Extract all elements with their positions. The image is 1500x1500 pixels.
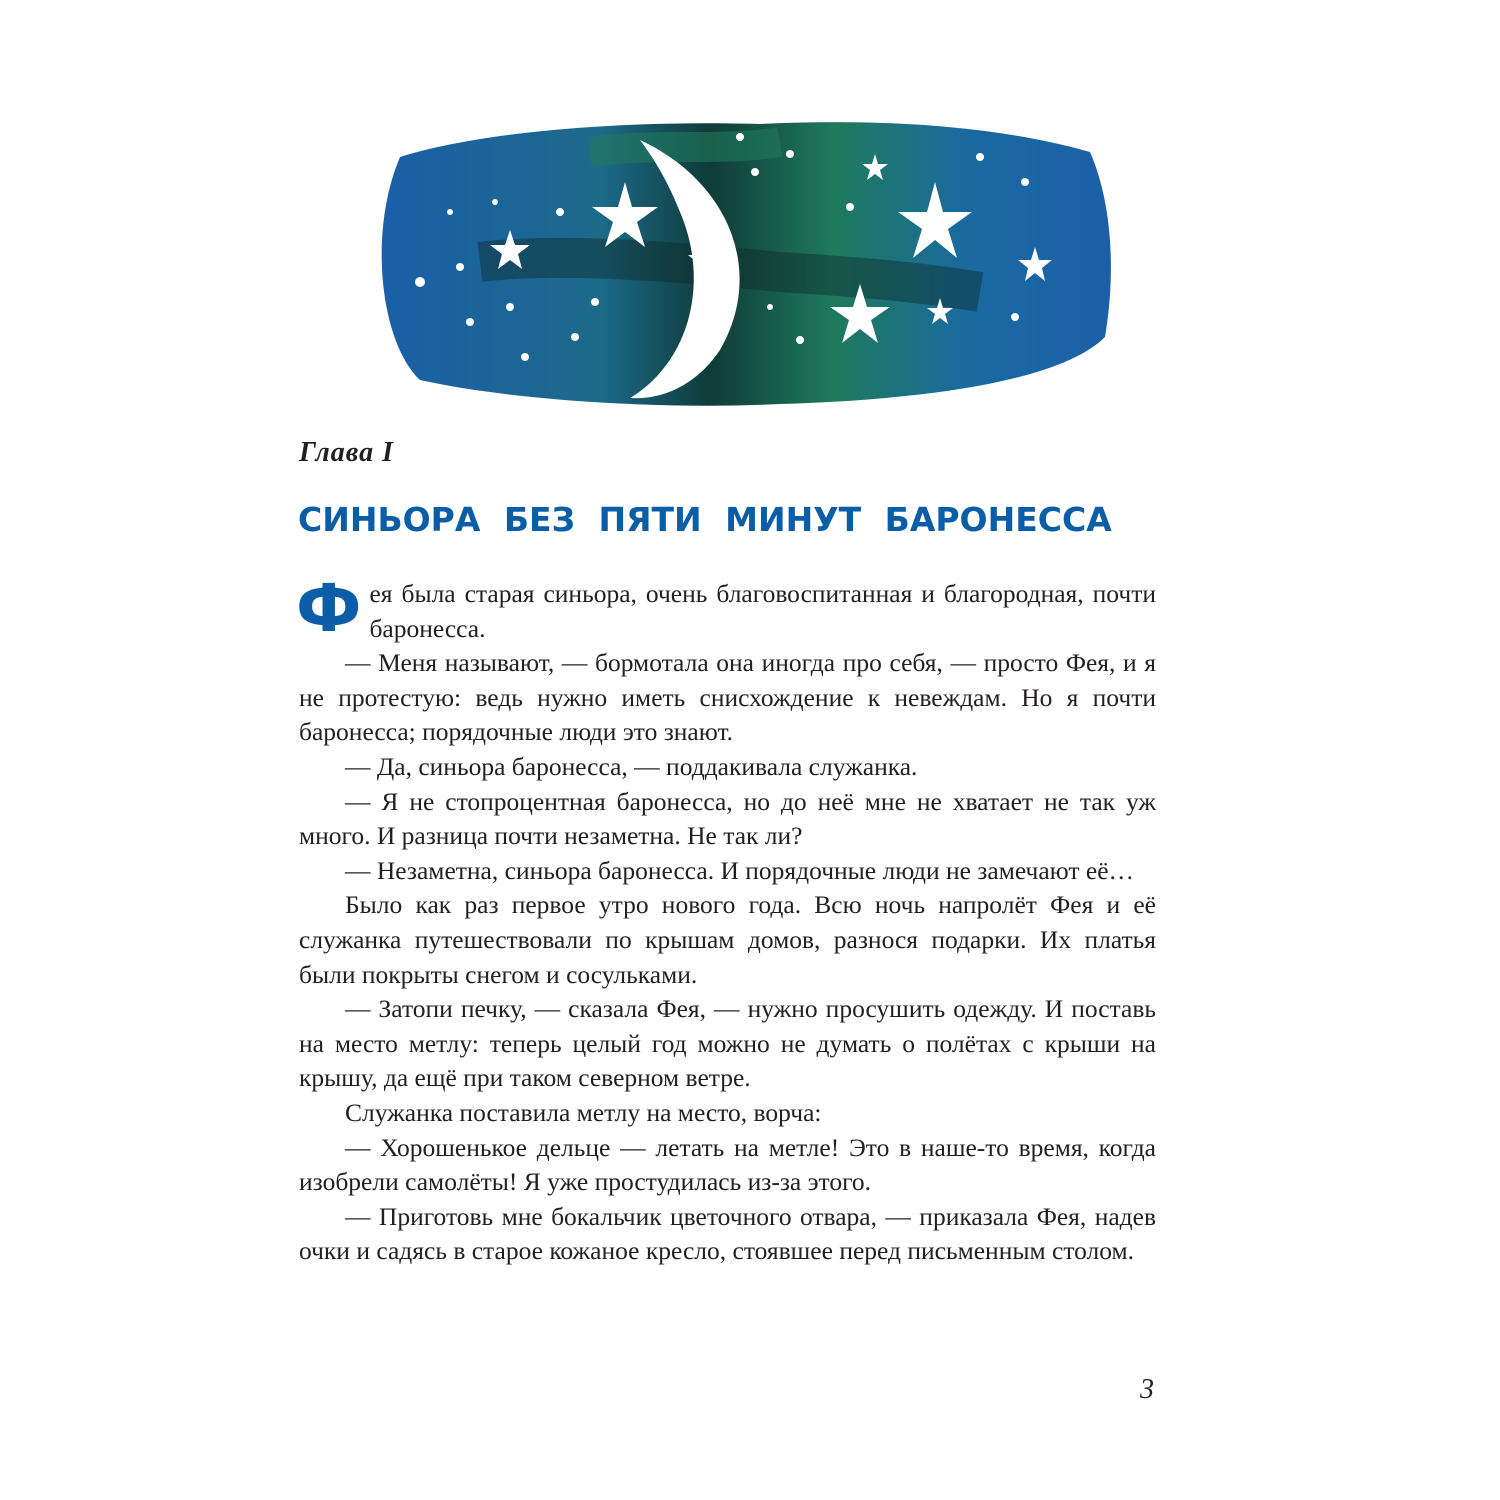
paragraph: — Да, синьора баронесса, — поддакивала служанка.	[345, 751, 918, 781]
paragraph: — Меня называют, — бормотала она иногда про себя, — просто Фея, и я не протестую: ведь нужно иметь снисхождение к невеждам. Но я почти баронесса; порядочные люди это знают.	[299, 648, 1156, 747]
paragraph: — Хорошенькое дельце — летать на метле! Это в наше-то время, когда изобрели самолёты! Я уже простудилась из-за этого.	[299, 1132, 1156, 1197]
paragraph: — Приготовь мне бокальчик цветочного отвара, — приказала Фея, надев очки и садясь в старое кожаное кресло, стоявшее перед письменным столом.	[299, 1201, 1156, 1266]
paragraph: Было как раз первое утро нового года. Всю ночь напролёт Фея и её служанка путешествовали по крышам домов, разнося подарки. Их платья были покрыты снегом и сосульками.	[299, 890, 1156, 989]
chapter-title: СИНЬОРА БЕЗ ПЯТИ МИНУТ БАРОНЕССА	[298, 500, 1112, 539]
page-number: 3	[1140, 1374, 1154, 1405]
paragraph: — Я не стопроцентная баронесса, но до неё мне не хватает не так уж много. И разница почти незаметна. Не так ли?	[299, 786, 1156, 851]
night-sky-moon-stars-icon	[360, 112, 1120, 412]
paragraph-text: ея была старая синьора, очень благовоспитанная и благородная, почти баронесса.	[369, 579, 1156, 643]
drop-cap: Ф	[296, 570, 362, 647]
paragraph: — Незаметна, синьора баронесса. И порядочные люди не замечают её…	[345, 855, 1135, 885]
paragraph: Служанка поставила метлу на место, ворча:	[345, 1097, 822, 1127]
chapter-label: Глава I	[299, 437, 395, 468]
paragraph: — Затопи печку, — сказала Фея, — нужно просушить одежду. И поставь на место метлу: теперь целый год можно не думать о полётах с крыши на крышу, да ещё при таком северном ветре.	[299, 994, 1156, 1093]
paragraph	[296, 570, 1156, 647]
chapter-text	[296, 570, 1156, 1269]
